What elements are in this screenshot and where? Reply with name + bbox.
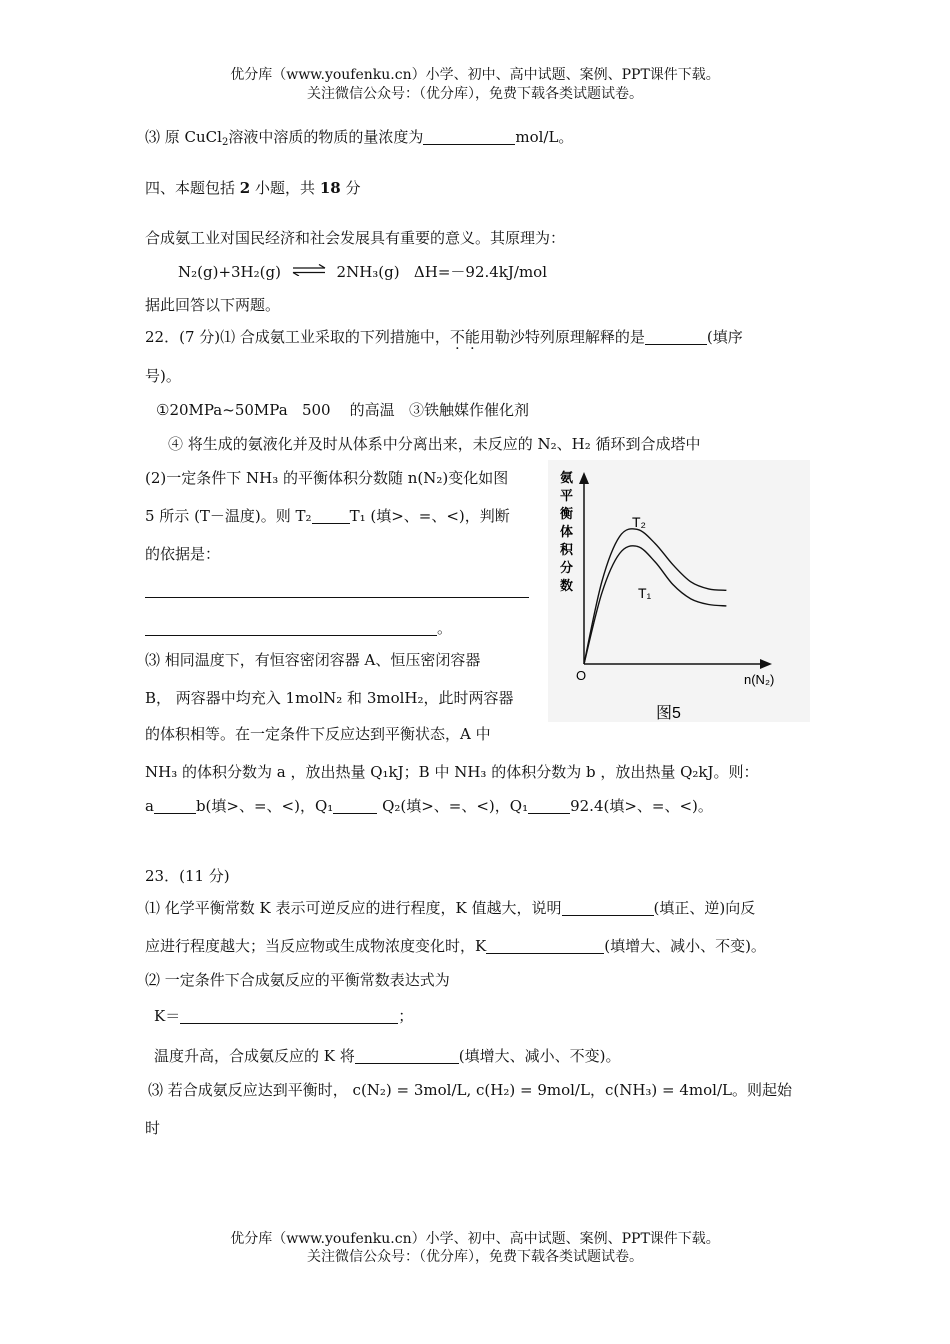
q23-heading: 23．(11 分) bbox=[145, 867, 230, 885]
q23-part2-line1: ⑵ 一定条件下合成氨反应的平衡常数表达式为 bbox=[145, 971, 450, 989]
reaction-equation: N₂(g)+3H₂(g) 2NH₃(g) ΔH=－92.4kJ/mol bbox=[178, 263, 548, 281]
answer-blank[interactable] bbox=[486, 939, 604, 954]
q22-part3-line5: a b(填>、=、<)，Q₁ Q₂(填>、=、<)，Q₁ 92.4(填>、=、<)。 bbox=[145, 797, 713, 815]
curve-label-t1: T₁ bbox=[638, 585, 652, 601]
q22-part3-line4: NH₃ 的体积分数为 a ，放出热量 Q₁kJ；B 中 NH₃ 的体积分数为 b ，放出热量 Q₂kJ。则： bbox=[145, 763, 759, 781]
footer-line-1: 优分库（www.youfenku.cn）小学、初中、高中试题、案例、PPT课件下载。 bbox=[230, 1231, 720, 1247]
footer-line-2: 关注微信公众号：（优分库），免费下载各类试题试卷。 bbox=[307, 1249, 643, 1265]
answer-blank[interactable] bbox=[423, 130, 515, 145]
answer-blank[interactable] bbox=[528, 799, 570, 814]
answer-blank[interactable] bbox=[562, 901, 654, 916]
y-axis-label-char: 平 bbox=[560, 488, 574, 503]
q22-part3-line1: ⑶ 相同温度下，有恒容密闭容器 A、恒压密闭容器 bbox=[145, 651, 481, 669]
answer-blank[interactable] bbox=[355, 1049, 459, 1064]
figure-5-chart bbox=[548, 460, 810, 722]
q22-part2-line1: (2)一定条件下 NH₃ 的平衡体积分数随 n(N₂)变化如图 bbox=[145, 469, 509, 487]
q22-question-cont: 号)。 bbox=[145, 367, 181, 385]
section-4-heading: 四、本题包括 2 小题，共 18 分 bbox=[145, 179, 361, 197]
answer-line-2[interactable]: 。 bbox=[145, 618, 452, 638]
y-axis-label-char: 数 bbox=[560, 578, 574, 593]
intro-text: 合成氨工业对国民经济和社会发展具有重要的意义。其原理为： bbox=[145, 229, 566, 247]
q23-part1-line1: ⑴ 化学平衡常数 K 表示可逆反应的进行程度，K 值越大，说明 (填正、逆)向反 bbox=[145, 899, 756, 917]
q23-part3-line2: 时 bbox=[145, 1119, 161, 1137]
q22-option-4: ④ 将生成的氨液化并及时从体系中分离出来，未反应的 N₂、H₂ 循环到合成塔中 bbox=[168, 435, 701, 453]
emphasis-char: 不 bbox=[449, 328, 465, 346]
y-axis-label-char: 积 bbox=[560, 542, 574, 557]
curve-label-t2: T₂ bbox=[632, 514, 646, 530]
origin-label: O bbox=[576, 668, 587, 683]
header-line-1: 优分库（www.youfenku.cn）小学、初中、高中试题、案例、PPT课件下载。 bbox=[230, 67, 720, 83]
answer-blank[interactable] bbox=[645, 330, 707, 345]
y-axis-label-char: 体 bbox=[560, 524, 574, 539]
q21-part3: ⑶ 原 CuCl$_2$溶液中溶质的物质的量浓度为 mol/L。 bbox=[145, 128, 574, 148]
q22-part3-line2: B， 两容器中均充入 1molN₂ 和 3molH₂，此时两容器 bbox=[145, 689, 514, 707]
y-axis-label bbox=[560, 470, 574, 593]
y-axis-label-char: 衡 bbox=[560, 506, 574, 521]
intro-instruction: 据此回答以下两题。 bbox=[145, 296, 281, 314]
answer-blank[interactable] bbox=[312, 509, 350, 524]
y-axis-label-char: 氨 bbox=[560, 470, 574, 485]
emphasis-char: 能 bbox=[464, 328, 480, 346]
q22-part3-line3: 的体积相等。在一定条件下反应达到平衡状态，A 中 bbox=[145, 725, 491, 743]
q23-part1-line2: 应进行程度越大；当反应物或生成物浓度变化时，K (填增大、减小、不变)。 bbox=[145, 937, 766, 955]
answer-blank[interactable] bbox=[333, 799, 377, 814]
q22-options: ①20MPa~50MPa 500 的高温 ③铁触媒作催化剂 bbox=[156, 401, 530, 419]
x-axis-label: n(N₂) bbox=[744, 672, 775, 687]
q23-part2-line3: 温度升高，合成氨反应的 K 将 (填增大、减小、不变)。 bbox=[154, 1047, 621, 1065]
q22-part2-line3: 的依据是： bbox=[145, 545, 221, 563]
q22-part2-line2: 5 所示 (T－温度)。则 T₂ T₁ (填>、=、<)，判断 bbox=[145, 507, 510, 525]
equilibrium-arrow-icon bbox=[292, 264, 326, 276]
y-axis-label-char: 分 bbox=[560, 560, 574, 575]
q23-k-expression: K＝ ； bbox=[154, 1007, 414, 1025]
figure-caption: 图5 bbox=[656, 705, 681, 722]
answer-blank[interactable] bbox=[180, 1009, 398, 1024]
header-line-2: 关注微信公众号：（优分库），免费下载各类试题试卷。 bbox=[307, 86, 643, 102]
answer-line-1[interactable] bbox=[145, 580, 529, 600]
q22-question: 22．(7 分)⑴ 合成氨工业采取的下列措施中，不能用勒沙特列原理解释的是 (填序 bbox=[145, 328, 743, 346]
answer-blank[interactable] bbox=[154, 799, 196, 814]
q23-part3-line1: ⑶ 若合成氨反应达到平衡时， c(N₂) = 3mol/L, c(H₂) = 9mol/L，c(NH₃) = 4mol/L。则起始 bbox=[148, 1081, 792, 1099]
